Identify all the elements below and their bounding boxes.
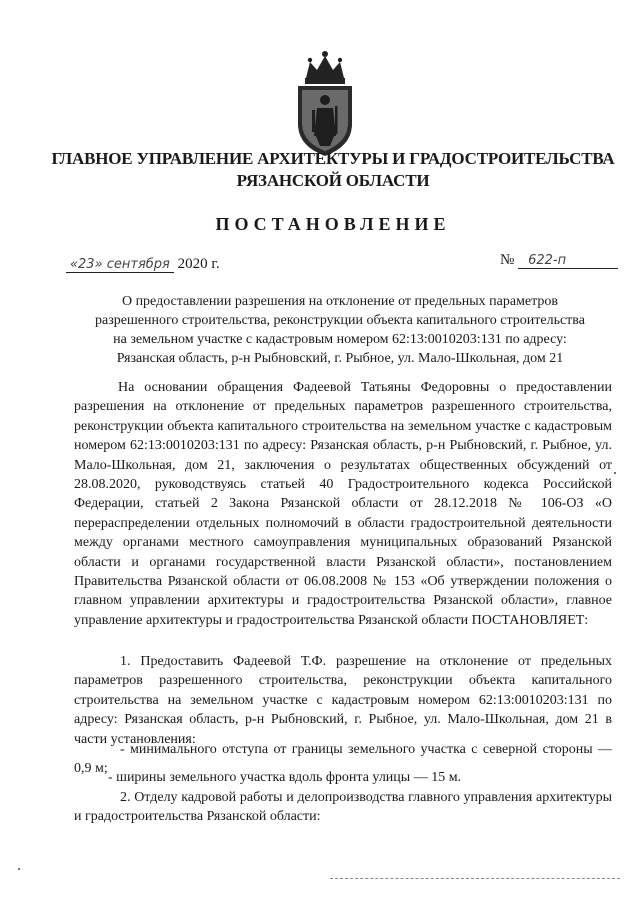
coat-of-arms-icon <box>292 48 358 160</box>
subject-line-1: О предоставлении разрешения на отклонение от предельных параметров <box>121 294 559 309</box>
document-date <box>66 256 220 273</box>
scan-speck <box>614 472 616 474</box>
scan-speck <box>18 868 20 870</box>
scan-edge-line <box>330 878 620 879</box>
document-subject <box>66 292 614 368</box>
date-year: 2020 г. <box>177 256 220 272</box>
organization-name-line-1: ГЛАВНОЕ УПРАВЛЕНИЕ АРХИТЕКТУРЫ И ГРАДОСТРОИТЕЛЬСТВА <box>51 149 615 168</box>
item-1-paragraph: 1. Предоставить Фадеевой Т.Ф. разрешение на отклонение от предельных параметров разрешенного строительства, реконструкции объекта капитального строительства на земельном участке с кадастровым номером 62:13:0010203:131 по адресу: Рязанская область, р-н Рыбновский, г. Рыбное, ул. Мало-Школьная, дом 21 в части установления: <box>74 654 612 747</box>
subject-line-4: Рязанская область, р-н Рыбновский, г. Рыбное, ул. Мало-Школьная, дом 21 <box>116 351 564 366</box>
organization-name-line-2: РЯЗАНСКОЙ ОБЛАСТИ <box>236 171 430 190</box>
item-1-subitem-1: - минимального отступа от границы земельного участка с северной стороны — 0,9 м; <box>74 742 612 777</box>
preamble-paragraph <box>74 378 612 630</box>
subject-line-2: разрешенного строительства, реконструкции объекта капитального строительства <box>95 313 585 328</box>
handwritten-date: «23» сентября <box>66 257 174 273</box>
number-sign: № <box>500 252 515 268</box>
handwritten-number: 622-п <box>518 253 618 269</box>
preamble-text: На основании обращения Фадеевой Татьяны Федоровны о предоставлении разрешения на отклонение от предельных параметров разрешенного строительства, реконструкции объекта капитального строительства на земельном участке с кадастровым номером 62:13:0010203:131 по адресу: Рязанская область, р-н Рыбновский, г. Рыбное, ул. Мало-Школьная, дом 21, заключения о результатах общественных обсуждений от 28.08.2020, руководствуясь статьей 40 Градостроительного кодекса Российской Федерации, статьей 2 Закона Рязанской области от 28.12.2018 № 106-ОЗ «О перераспределении отдельных полномочий в области градостроительной деятельности между органами местного самоуправления муниципальных образований Рязанской области и органами государственной власти Рязанской области», постановлением Правительства Рязанской области от 06.08.2008 № 153 «Об утверждении положения о главном управлении архитектуры и градостроительства Рязанской области», главное управление архитектуры и градостроительства Рязанской области <box>74 380 612 628</box>
item-2-paragraph: 2. Отделу кадровой работы и делопроизводства главного управления архитектуры и градостроительства Рязанской области: <box>74 790 612 825</box>
document-type-title: ПОСТАНОВЛЕНИЕ <box>215 214 451 234</box>
resolve-word: ПОСТАНОВЛЯЕТ: <box>471 612 589 628</box>
item-1-subitem-2: - ширины земельного участка вдоль фронта улицы — 15 м. <box>108 770 462 785</box>
subject-line-3: на земельном участке с кадастровым номером 62:13:0010203:131 по адресу: <box>113 332 567 347</box>
document-number <box>500 252 618 269</box>
